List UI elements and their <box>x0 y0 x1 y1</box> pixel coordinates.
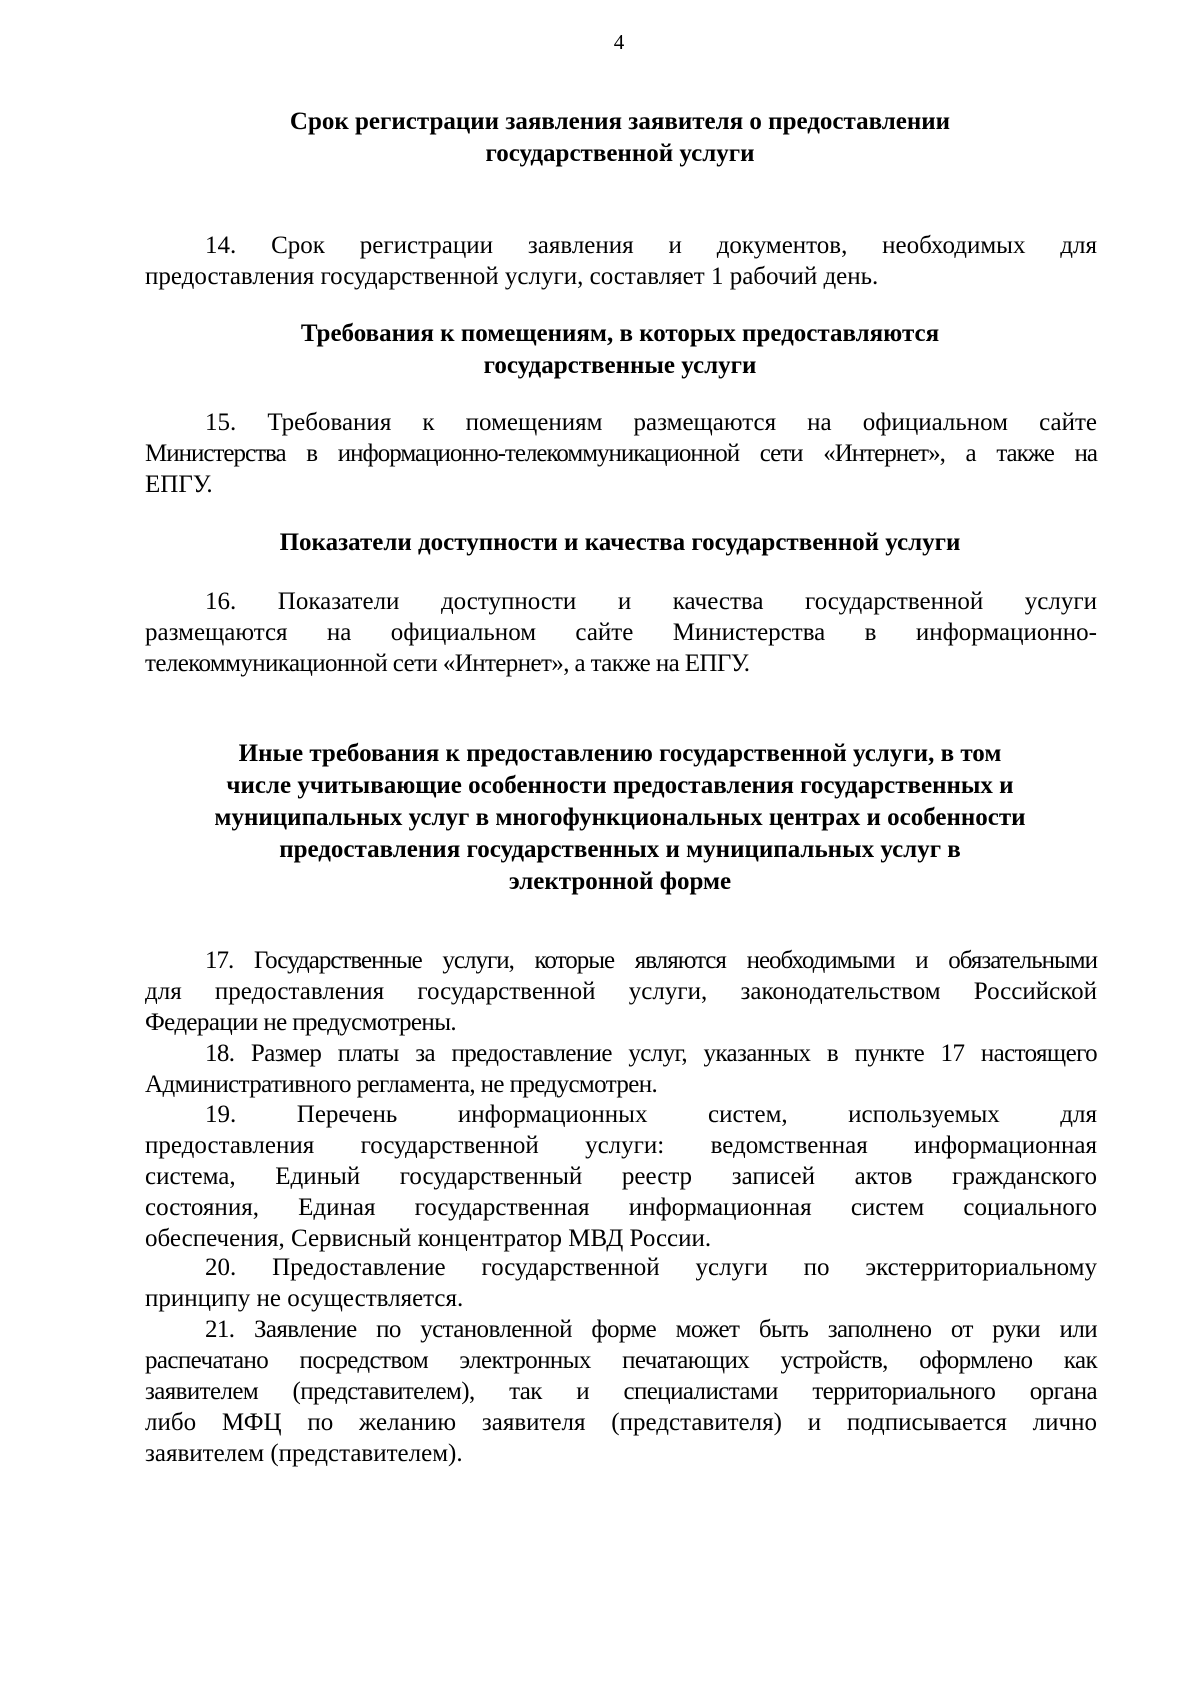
paragraph-line: либо МФЦ по желанию заявителя (представителя) и подписывается лично <box>145 1409 1097 1436</box>
heading-line: муниципальных услуг в многофункциональных центрах и особенности <box>214 804 1026 831</box>
heading-line: Показатели доступности и качества государственной услуги <box>279 529 961 556</box>
paragraph-line: система, Единый государственный реестр записей актов гражданского <box>145 1163 1097 1190</box>
paragraph-line: принципу не осуществляется. <box>145 1285 464 1312</box>
heading-line: Иные требования к предоставлению государственной услуги, в том <box>238 740 1002 767</box>
paragraph-line: предоставления государственной услуги: ведомственная информационная <box>145 1132 1097 1159</box>
paragraph-21 <box>145 1314 1097 1469</box>
paragraph-20 <box>145 1252 1097 1314</box>
paragraph-19 <box>145 1099 1097 1254</box>
paragraph-line: 20. Предоставление государственной услуги по экстерриториальному <box>205 1254 1097 1281</box>
paragraph-line: Министерства в информационно-телекоммуникационной сети «Интернет», а также на <box>145 440 1097 467</box>
paragraph-line: 21. Заявление по установленной форме может быть заполнено от руки или <box>205 1316 1097 1343</box>
paragraph-line: ЕПГУ. <box>145 471 213 498</box>
paragraph-16 <box>145 586 1097 679</box>
paragraph-line: размещаются на официальном сайте Министерства в информационно- <box>145 619 1097 646</box>
heading-premises-requirements <box>140 318 1100 382</box>
paragraph-line: 16. Показатели доступности и качества государственной услуги <box>205 588 1097 615</box>
paragraph-line: обеспечения, Сервисный концентратор МВД России. <box>145 1225 712 1252</box>
paragraph-line: распечатано посредством электронных печатающих устройств, оформлено как <box>145 1347 1097 1374</box>
paragraph-line: заявителем (представителем), так и специалистами территориального органа <box>145 1378 1097 1405</box>
heading-registration-term <box>140 106 1100 170</box>
heading-line: Требования к помещениям, в которых предоставляются <box>300 320 940 347</box>
paragraph-18 <box>145 1038 1097 1100</box>
heading-line: электронной форме <box>508 868 732 895</box>
paragraph-line: 17. Государственные услуги, которые являются необходимыми и обязательными <box>205 947 1097 974</box>
heading-accessibility-indicators <box>140 527 1100 559</box>
heading-line: числе учитывающие особенности предоставления государственных и <box>226 772 1014 799</box>
page-number: 4 <box>613 30 625 54</box>
paragraph-line: Федерации не предусмотрены. <box>145 1009 457 1036</box>
heading-line: Срок регистрации заявления заявителя о предоставлении <box>289 108 951 135</box>
paragraph-line: телекоммуникационной сети «Интернет», а также на ЕПГУ. <box>145 650 750 677</box>
paragraph-line: 14. Срок регистрации заявления и документов, необходимых для <box>205 232 1097 259</box>
paragraph-line: для предоставления государственной услуги, законодательством Российской <box>145 978 1097 1005</box>
paragraph-15 <box>145 407 1097 500</box>
heading-other-requirements <box>140 738 1100 898</box>
paragraph-14 <box>145 230 1097 292</box>
paragraph-line: заявителем (представителем). <box>145 1440 463 1467</box>
paragraph-line: состояния, Единая государственная информационная систем социального <box>145 1194 1097 1221</box>
paragraph-line: 15. Требования к помещениям размещаются на официальном сайте <box>205 409 1097 436</box>
paragraph-line: 18. Размер платы за предоставление услуг, указанных в пункте 17 настоящего <box>205 1040 1097 1067</box>
paragraph-line: 19. Перечень информационных систем, используемых для <box>205 1101 1097 1128</box>
paragraph-17 <box>145 945 1097 1038</box>
heading-line: государственной услуги <box>485 140 755 167</box>
paragraph-line: предоставления государственной услуги, составляет 1 рабочий день. <box>145 263 879 290</box>
heading-line: государственные услуги <box>483 352 757 379</box>
paragraph-line: Административного регламента, не предусмотрен. <box>145 1071 658 1098</box>
heading-line: предоставления государственных и муниципальных услуг в <box>279 836 961 863</box>
